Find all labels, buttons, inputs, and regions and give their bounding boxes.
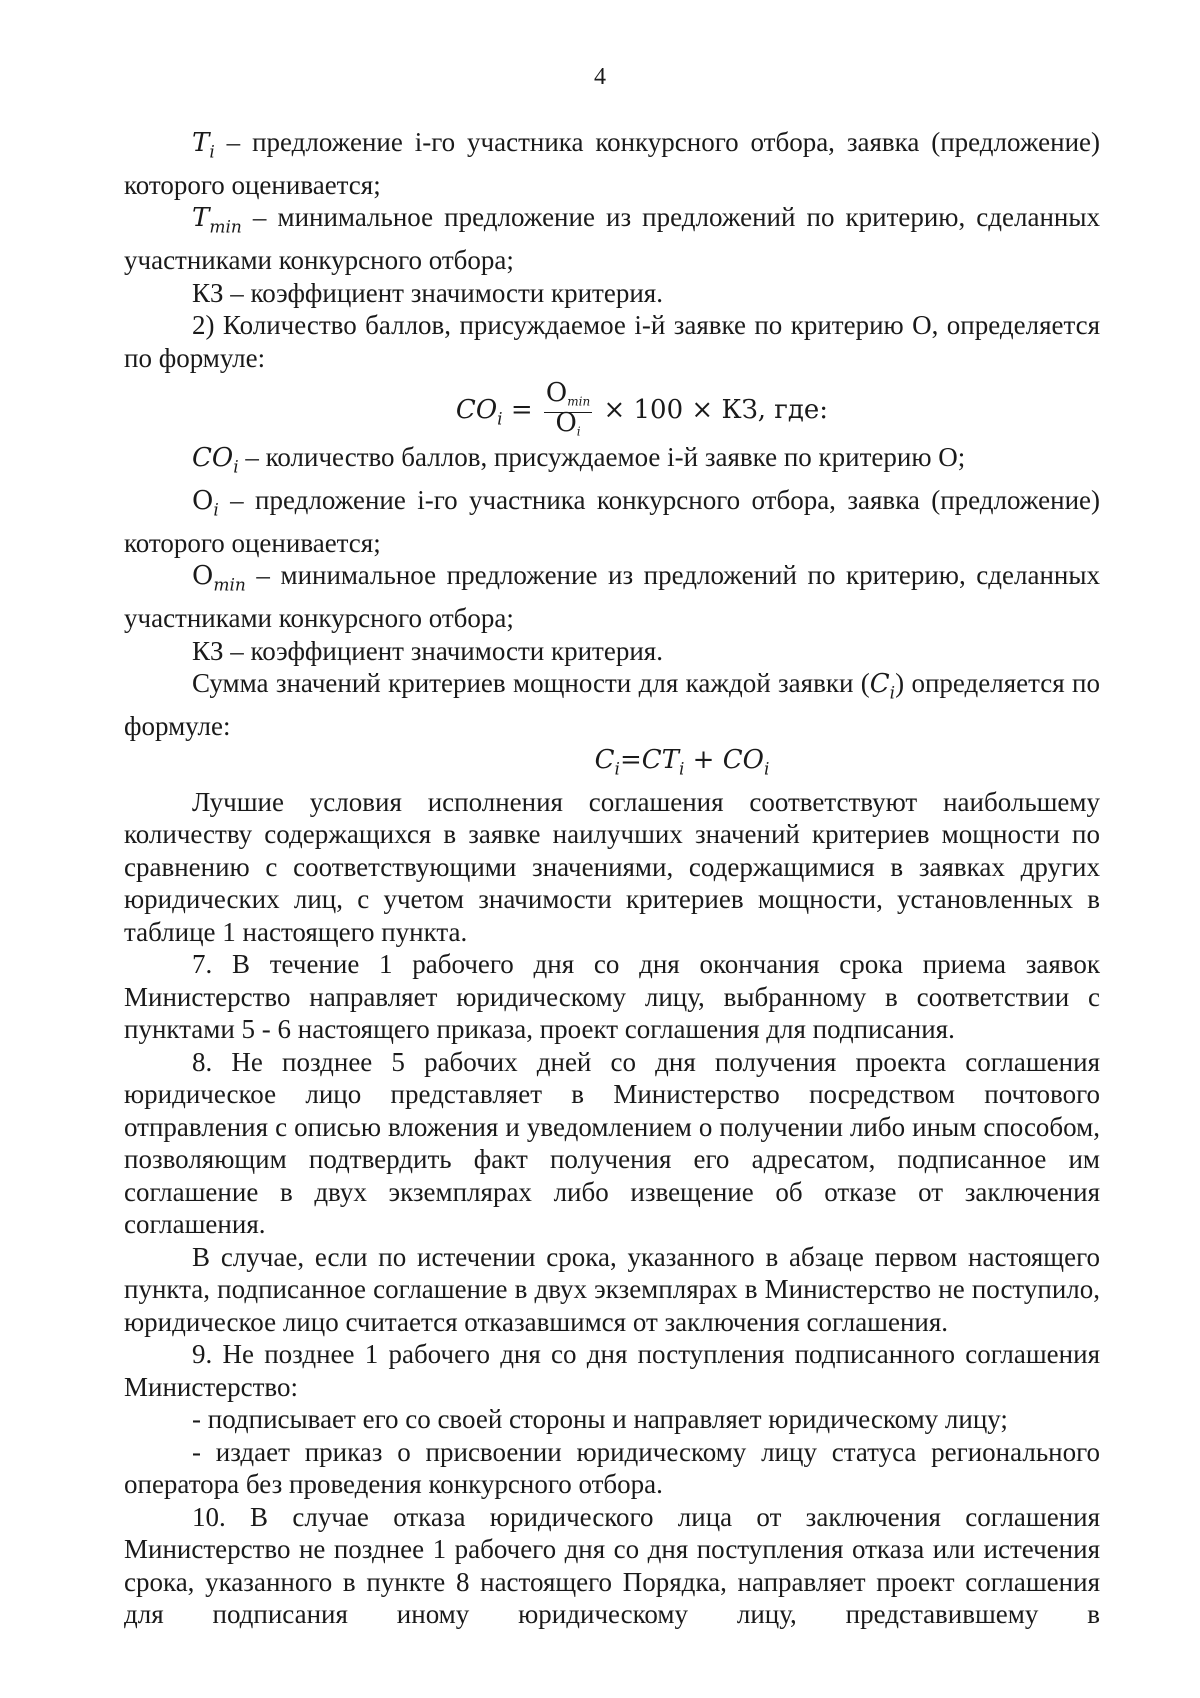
ti-text: – предложение i-го участника конкурсного отбора, заявка (предложение) которого оценивается; xyxy=(124,127,1100,200)
ti-symbol: T xyxy=(192,128,210,158)
fraction-numerator: $O_{min}$ xyxy=(544,383,592,413)
kz-definition-1: КЗ – коэффициент значимости критерия. xyxy=(192,277,663,308)
formula-co-lhs: CO xyxy=(455,395,498,426)
formula-co-rhs: × 100 × КЗ, где: xyxy=(595,395,829,426)
paragraph-8: 8. Не позднее 5 рабочих дней со дня получения проекта соглашения юридическое лицо представляет в Министерство посредством почтового отправления с описью вложения и уведомлением о получении либо иным способом, позволяющим подтвердить факт получения его адресатом, подписанное им соглашение в двух экземплярах либо извещение об отказе от заключения соглашения. xyxy=(124,1046,1100,1240)
oi-text: – предложение i-го участника конкурсного отбора, заявка (предложение) которого оценивается; xyxy=(124,485,1100,558)
coi-definition xyxy=(124,441,1100,484)
tmin-symbol: T xyxy=(192,203,210,234)
paragraph-9b: - издает приказ о присвоении юридическому лицу статуса регионального оператора без проведения конкурсного отбора. xyxy=(124,1436,1100,1500)
formula-co xyxy=(124,374,1100,441)
coi-subscript: i xyxy=(233,457,239,478)
oi-subscript: i xyxy=(213,500,219,521)
formula-c: $C_i=CT_i + CO_i$ xyxy=(594,744,770,780)
omin-symbol: O xyxy=(192,561,214,592)
paragraph-9: 9. Не позднее 1 рабочего дня со дня поступления подписанного соглашения Министерство: xyxy=(124,1339,1100,1402)
paragraph-9a: - подписывает его со своей стороны и направляет юридическому лицу; xyxy=(192,1404,1008,1435)
kz-definition-2: КЗ – коэффициент значимости критерия. xyxy=(192,635,663,666)
sum-symbol: C xyxy=(869,669,890,700)
tmin-text: – минимальное предложение из предложений по критерию, сделанных участниками конкурсного отбора; xyxy=(124,202,1100,276)
coi-text: – количество баллов, присуждаемое i-й заявке по критерию О; xyxy=(238,442,966,473)
omin-definition xyxy=(124,559,1100,634)
omin-text: – минимальное предложение из предложений по критерию, сделанных участниками конкурсного отбора; xyxy=(124,560,1100,634)
paragraph-best-conditions: Лучшие условия исполнения соглашения соответствуют наибольшему количеству содержащихся в заявке наилучших значений критериев мощности по сравнению с соответствующими значениями, содержащимися в заявках других юридических лиц, с учетом значимости критериев мощности, установленных в таблице 1 настоящего пункта. xyxy=(124,786,1100,947)
paragraph-8b: В случае, если по истечении срока, указанного в абзаце первом настоящего пункта, подписанное соглашение в двух экземплярах в Министерство не поступило, юридическое лицо считается отказавшимся от заключения соглашения. xyxy=(124,1241,1100,1337)
coi-symbol: CO xyxy=(192,443,234,474)
paragraph-7: 7. В течение 1 рабочего дня со дня окончания срока приема заявок Министерство направляет юридическому лицу, выбранному в соответствии с пунктами 5 - 6 настоящего приказа, проект соглашения для подписания. xyxy=(124,949,1100,1045)
oi-definition xyxy=(124,484,1100,559)
formula-co-eq: = xyxy=(502,395,541,426)
tmin-definition xyxy=(124,201,1100,276)
paragraph-10: 10. В случае отказа юридического лица от заключения соглашения Министерство не позднее 1 рабочего дня со дня поступления отказа или истечения срока, указанного в пункте 8 настоящего Порядка, направляет проект соглашения для подписания иному юридическому лицу, представившему в xyxy=(124,1501,1100,1630)
sum-text: Сумма значений критериев мощности для каждой заявки $(C_i)$ определяется по формуле: xyxy=(124,668,1100,742)
formula-co-fraction xyxy=(544,377,592,441)
fraction-denominator: $O_i$ xyxy=(555,407,581,439)
document-body xyxy=(124,126,1100,1631)
tmin-subscript: min xyxy=(209,217,242,238)
ti-subscript: i xyxy=(209,142,215,163)
oi-symbol: O xyxy=(192,486,214,517)
ti-definition xyxy=(124,126,1100,201)
formula-co-lhs-sub: i xyxy=(497,409,503,430)
page-number: 4 xyxy=(594,64,606,90)
item-2-text: 2) Количество баллов, присуждаемое i-й заявке по критерию О, определяется по формуле: xyxy=(124,310,1100,373)
omin-subscript: min xyxy=(213,575,246,596)
